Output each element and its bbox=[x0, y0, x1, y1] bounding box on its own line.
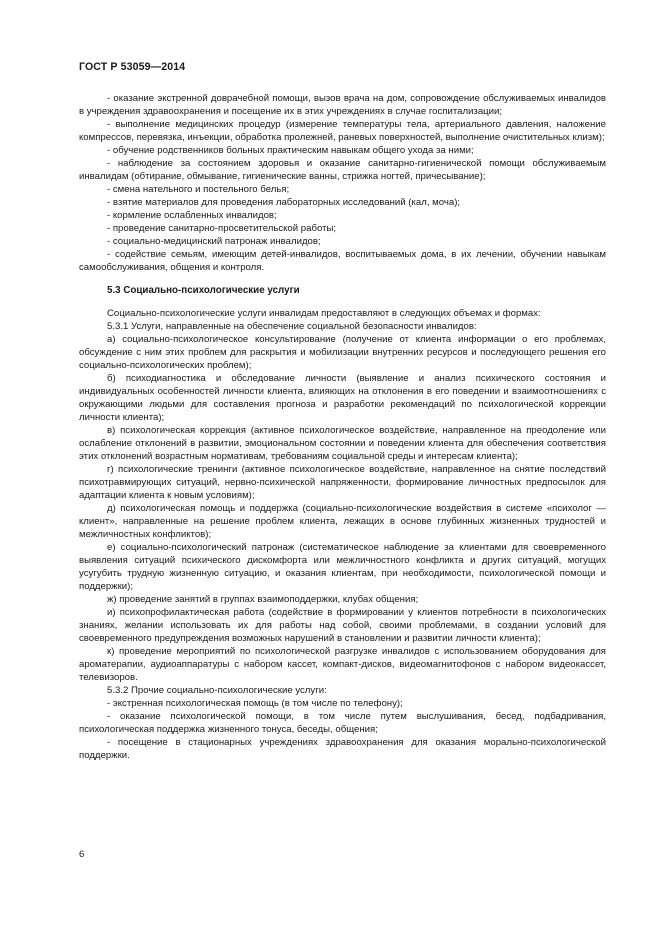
paragraph: - социально-медицинский патронаж инвалидов; bbox=[107, 236, 321, 247]
paragraph: а) социально-психологическое консультирование (получение от клиента информации о его проблемах, обсуждение с ним этих проблем для раскрытия и мобилизации внутренних ресурсов и последующего решения его социально-психологических проблем); bbox=[79, 334, 606, 371]
paragraph: - оказание психологической помощи, в том числе путем выслушивания, бесед, подбадривания, психологическая поддержка жизненного тонуса, беседы, общения; bbox=[79, 711, 606, 735]
paragraph: - оказание экстренной доврачебной помощи, вызов врача на дом, сопровождение обслуживаемых инвалидов в учреждения здравоохранения и посещение их в этих учреждениях в случае госпитализации; bbox=[79, 93, 606, 117]
paragraph: Социально-психологические услуги инвалидам предоставляют в следующих объемах и формах: bbox=[107, 308, 541, 319]
paragraph: - содействие семьям, имеющим детей-инвалидов, воспитываемых дома, в их лечении, обучении навыкам самообслуживания, общения и контроля. bbox=[79, 249, 606, 273]
paragraph: - взятие материалов для проведения лабораторных исследований (кал, моча); bbox=[107, 197, 461, 208]
page-number: 6 bbox=[79, 849, 85, 860]
paragraph: е) социально-психологический патронаж (систематическое наблюдение за клиентами для своевременного выявления ситуаций психического дискомфорта или межличностного конфликта и других ситуаций, могущих усугубить трудную жизненную ситуацию, и оказания клиентам, при необходимости, психологической помощи и поддержки); bbox=[79, 542, 606, 592]
paragraph: д) психологическая помощь и поддержка (социально-психологические воздействия в системе «психолог — клиент», направленные на решение проблем клиента, лежащих в основе глубинных жизненных трудностей и межличностных конфликтов); bbox=[79, 503, 606, 540]
paragraph: 5.3.1 Услуги, направленные на обеспечение социальной безопасности инвалидов: bbox=[107, 321, 477, 332]
paragraph: - посещение в стационарных учреждениях здравоохранения для оказания морально-психологической поддержки. bbox=[79, 737, 606, 761]
paragraph: - выполнение медицинских процедур (измерение температуры тела, артериального давления, наложение компрессов, перевязка, инъекции, обработка пролежней, раневых поверхностей, выполнение очистительных клизм); bbox=[79, 119, 606, 143]
paragraph: - наблюдение за состоянием здоровья и оказание санитарно-гигиенической помощи обслуживаемым инвалидам (обтирание, обмывание, гигиенические ванны, стрижка ногтей, причесывание); bbox=[79, 158, 606, 182]
paragraph: - проведение санитарно-просветительской работы; bbox=[107, 223, 337, 234]
paragraph: ж) проведение занятий в группах взаимоподдержки, клубах общения; bbox=[107, 594, 419, 605]
section-heading: 5.3 Социально-психологические услуги bbox=[107, 285, 300, 296]
paragraph: - экстренная психологическая помощь (в том числе по телефону); bbox=[107, 698, 403, 709]
medical-services-list bbox=[79, 92, 606, 274]
paragraph: 5.3.2 Прочие социально-психологические услуги: bbox=[107, 685, 327, 696]
paragraph: г) психологические тренинги (активное психологическое воздействие, направленное на снятие последствий психотравмирующих ситуаций, нервно-психической напряженности, формирование личностных предпосылок для адаптации клиента к новым условиям); bbox=[79, 464, 606, 501]
paragraph: в) психологическая коррекция (активное психологическое воздействие, направленное на преодоление или ослабление отклонений в развитии, эмоциональном состоянии и поведении клиента для обеспечения соответствия этих отклонений возрастным нормативам, требованиям социальной среды и интересам клиента); bbox=[79, 425, 606, 462]
paragraph: - обучение родственников больных практическим навыкам общего ухода за ними; bbox=[107, 145, 474, 156]
paragraph: и) психопрофилактическая работа (содействие в формировании у клиентов потребности в психологических знаниях, желании использовать их для работы над собой, своими проблемами, в создании условий для своевременного предупреждения возможных нарушений в становлении и развитии личности клиента); bbox=[79, 607, 606, 644]
document-body bbox=[79, 92, 606, 762]
paragraph: - смена нательного и постельного белья; bbox=[107, 184, 290, 195]
document-header: ГОСТ Р 53059—2014 bbox=[79, 61, 186, 73]
paragraph: - кормление ослабленных инвалидов; bbox=[107, 210, 277, 221]
paragraph: к) проведение мероприятий по психологической разгрузке инвалидов с использованием оборудования для ароматерапии, аудиоаппаратуры с набором кассет, компакт-дисков, видеомагнитофонов с набором видеокассет, телевизоров. bbox=[79, 646, 606, 683]
paragraph: б) психодиагностика и обследование личности (выявление и анализ психического состояния и индивидуальных особенностей личности клиента, влияющих на отклонения в его поведении и взаимоотношениях с окружающими людьми для составления прогноза и разработки рекомендаций по психологической коррекции личности клиента); bbox=[79, 373, 606, 423]
psychological-services-list bbox=[79, 307, 606, 762]
